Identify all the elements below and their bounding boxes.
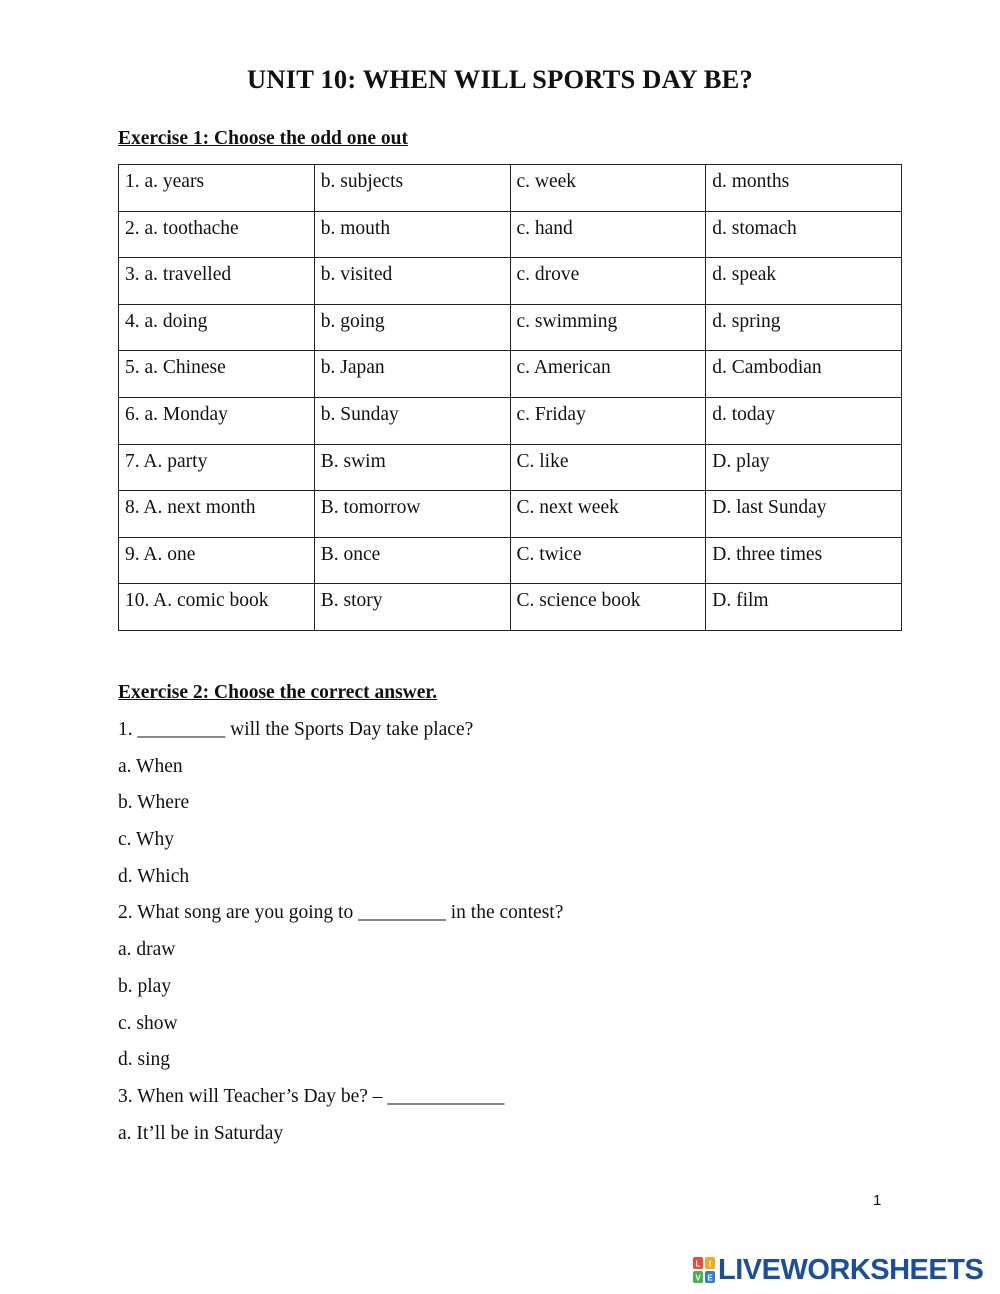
table-cell: 8. A. next month	[119, 491, 315, 538]
table-cell: c. week	[510, 165, 706, 212]
table-row	[119, 537, 902, 584]
table-cell: b. going	[314, 304, 510, 351]
table-cell: c. Friday	[510, 397, 706, 444]
exercise-2-questions	[118, 717, 563, 1157]
table-row	[119, 258, 902, 305]
table-cell: d. speak	[706, 258, 902, 305]
logo-letter: E	[707, 1273, 713, 1283]
liveworksheets-wordmark: LIVEWORKSHEETS	[718, 1253, 984, 1286]
table-row	[119, 351, 902, 398]
table-cell: c. swimming	[510, 304, 706, 351]
table-cell: D. last Sunday	[706, 491, 902, 538]
table-row	[119, 304, 902, 351]
question: 2. What song are you going to _________ in the contest?	[118, 902, 564, 924]
table-row	[119, 491, 902, 538]
table-cell: b. subjects	[314, 165, 510, 212]
table-cell: b. Sunday	[314, 397, 510, 444]
table-cell: d. spring	[706, 304, 902, 351]
question: 1. _________ will the Sports Day take place?	[118, 719, 474, 740]
table-cell: C. like	[510, 444, 706, 491]
table-cell: b. Japan	[314, 351, 510, 398]
table-cell: 6. a. Monday	[119, 397, 315, 444]
table-cell: B. once	[314, 537, 510, 584]
logo-letter: V	[695, 1273, 701, 1283]
table-cell: b. mouth	[314, 211, 510, 258]
table-cell: C. twice	[510, 537, 706, 584]
table-cell: 3. a. travelled	[119, 258, 315, 305]
table-cell: 4. a. doing	[119, 304, 315, 351]
question: 3. When will Teacher’s Day be? – ____________	[118, 1085, 505, 1107]
table-row	[119, 165, 902, 212]
answer-option: c. Why	[118, 829, 174, 851]
table-cell: C. science book	[510, 584, 706, 631]
answer-option: a. When	[118, 755, 183, 777]
answer-option: a. It’ll be in Saturday	[118, 1122, 284, 1144]
table-cell: 5. a. Chinese	[119, 351, 315, 398]
table-cell: 2. a. toothache	[119, 211, 315, 258]
table-cell: 7. A. party	[119, 444, 315, 491]
answer-option: d. sing	[118, 1049, 171, 1071]
answer-option: b. Where	[118, 792, 190, 814]
table-row	[119, 397, 902, 444]
table-cell: b. visited	[314, 258, 510, 305]
table-row	[119, 211, 902, 258]
table-cell: d. Cambodian	[706, 351, 902, 398]
table-cell: c. hand	[510, 211, 706, 258]
logo-letter: L	[695, 1259, 701, 1269]
logo-letter: I	[708, 1259, 712, 1269]
table-cell: 1. a. years	[119, 165, 315, 212]
table-cell: C. next week	[510, 491, 706, 538]
table-row	[119, 584, 902, 631]
page-title: UNIT 10: WHEN WILL SPORTS DAY BE?	[247, 64, 753, 94]
answer-option: b. play	[118, 975, 172, 997]
table-cell: 9. A. one	[119, 537, 315, 584]
table-cell: d. today	[706, 397, 902, 444]
exercise-1-heading: Exercise 1: Choose the odd one out	[118, 128, 408, 149]
page-number: 1	[873, 1192, 882, 1209]
table-cell: c. drove	[510, 258, 706, 305]
table-cell: B. story	[314, 584, 510, 631]
table-cell: D. play	[706, 444, 902, 491]
table-cell: 10. A. comic book	[119, 584, 315, 631]
table-cell: B. tomorrow	[314, 491, 510, 538]
table-row	[119, 444, 902, 491]
table-cell: B. swim	[314, 444, 510, 491]
answer-option: c. show	[118, 1012, 178, 1034]
table-cell: d. months	[706, 165, 902, 212]
answer-option: a. draw	[118, 939, 176, 961]
liveworksheets-brand[interactable]	[692, 1253, 983, 1287]
table-cell: d. stomach	[706, 211, 902, 258]
table-cell: D. film	[706, 584, 902, 631]
exercise-2-heading: Exercise 2: Choose the correct answer.	[118, 682, 438, 703]
odd-one-out-table	[118, 164, 902, 631]
answer-option: d. Which	[118, 865, 190, 887]
table-cell: D. three times	[706, 537, 902, 584]
table-cell: c. American	[510, 351, 706, 398]
liveworksheets-logo-icon	[692, 1256, 716, 1284]
